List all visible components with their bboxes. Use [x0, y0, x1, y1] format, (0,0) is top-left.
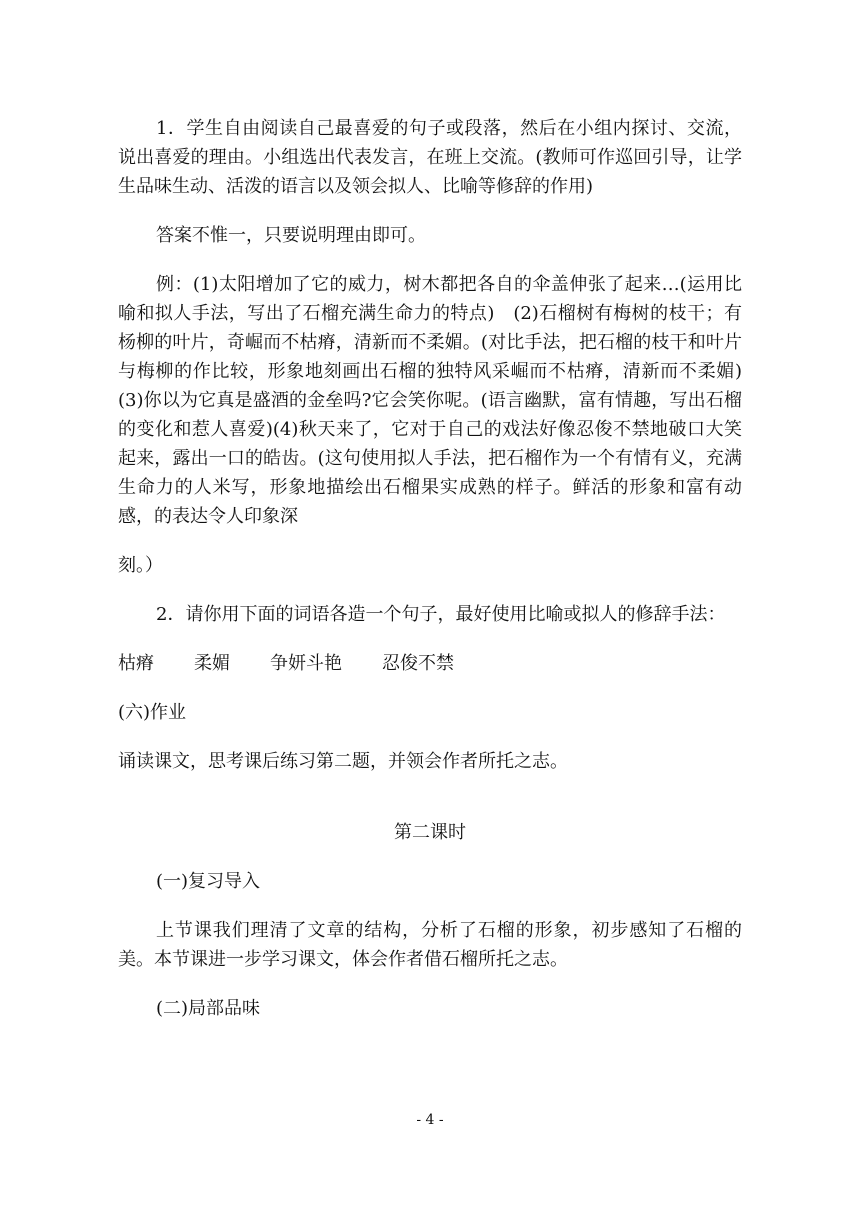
paragraph-1: 1．学生自由阅读自己最喜爱的句子或段落，然后在小组内探讨、交流，说出喜爱的理由。小组选出代表发言，在班上交流。(教师可作巡回引导，让学生品味生动、活泼的语言以及领会拟人、比喻等修辞的作用): [118, 118, 742, 197]
word-list: [118, 649, 742, 678]
word-item: 争妍斗艳: [270, 653, 342, 674]
paragraph-3: 例：(1)太阳增加了它的威力，树木都把各自的伞盖伸张了起来…(运用比喻和拟人手法，写出了石榴充满生命力的特点) (2)石榴树有梅树的枝干；有杨柳的叶片，奇崛而不枯瘠，清新而不柔媚。(对比手法，把石榴的枝干和叶片与梅柳的作比较，形象地刻画出石榴的独特风采崛而不枯瘠，清新而不柔媚)(3)你以为它真是盛酒的金垒吗?它会笑你呢。(语言幽默，富有情趣，写出石榴的变化和惹人喜爱)(4)秋天来了，它对于自己的戏法好像忍俊不禁地破口大笑起来，露出一口的皓齿。(这句使用拟人手法，把石榴作为一个有情有义，充满生命力的人米写，形象地描绘出石榴果实成熟的样子。鲜活的形象和富有动感，的表达令人印象深: [118, 274, 742, 527]
section-heading-review: (一)复习导入: [156, 871, 261, 892]
paragraph-2: 答案不惟一，只要说明理由即可。: [156, 225, 426, 246]
paragraph-review: 上节课我们理清了文章的结构，分析了石榴的形象，初步感知了石榴的美。本节课进一步学习课文，体会作者借石榴所托之志。: [118, 920, 742, 970]
word-item: 忍俊不禁: [382, 653, 454, 674]
paragraph-homework: 诵读课文，思考课后练习第二题，并领会作者所托之志。: [118, 751, 568, 772]
document-body: [118, 114, 742, 1043]
paragraph-5: 2．请你用下面的词语各造一个句子，最好使用比喻或拟人的修辞手法：: [156, 604, 726, 625]
section-heading-local-reading: (二)局部品味: [156, 998, 261, 1019]
paragraph-4: 刻。）: [118, 555, 163, 576]
word-item: 枯瘠: [118, 653, 154, 674]
section-heading-homework: (六)作业: [118, 702, 187, 723]
lesson-title: 第二课时: [394, 822, 466, 843]
word-item: 柔媚: [194, 653, 230, 674]
page-number: - 4 -: [416, 1112, 444, 1128]
